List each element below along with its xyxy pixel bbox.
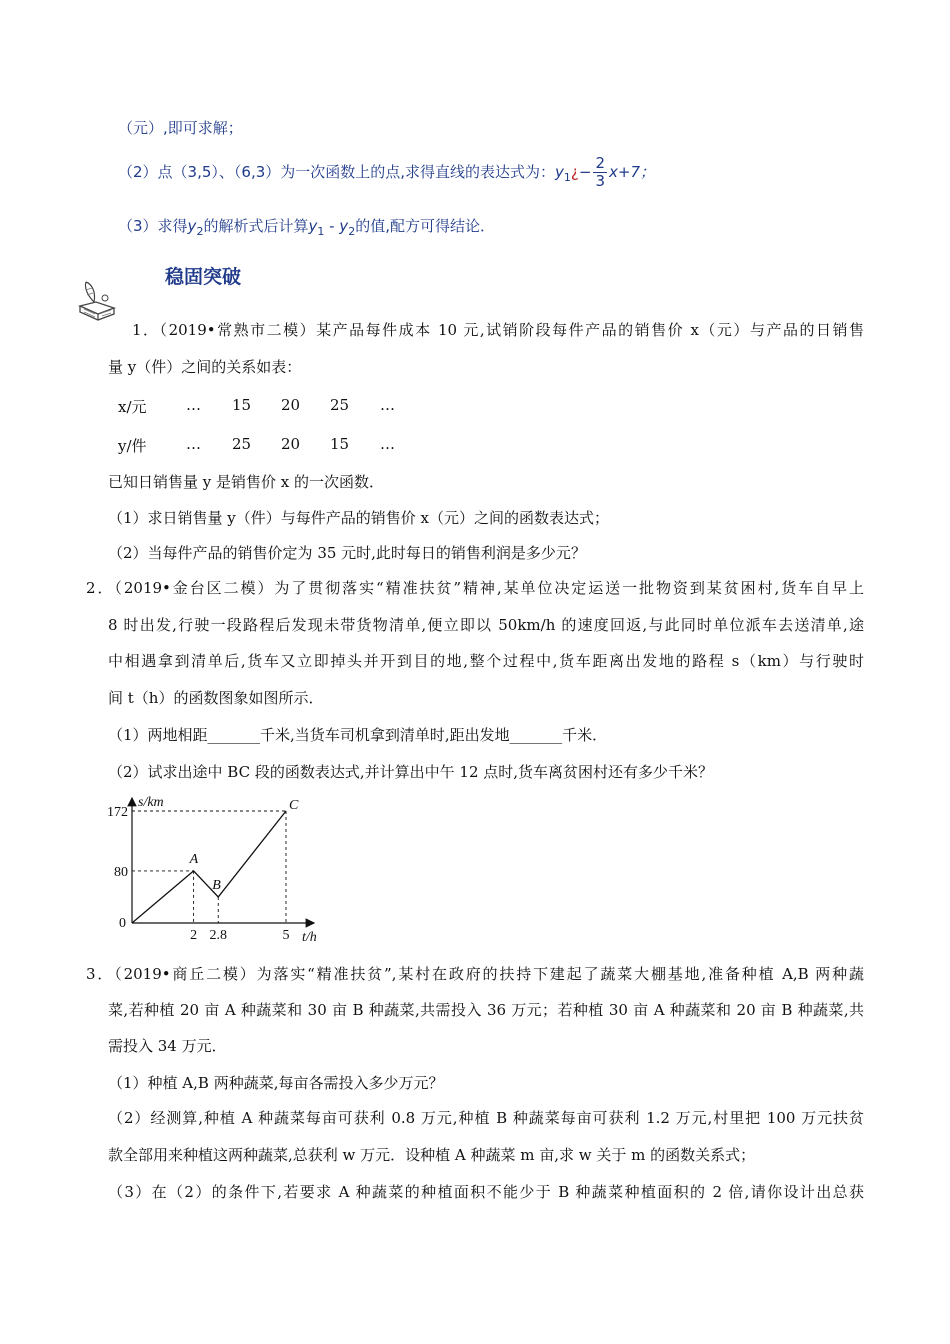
table-cell: …	[186, 435, 201, 453]
intro-y2-sub: 2	[196, 225, 204, 238]
q1-line-3: 已知日销售量 y 是销售价 x 的一次函数．	[108, 473, 385, 491]
q2-sub-2: （2）试求出途中 BC 段的函数表达式,并计算出中午 12 点时,货车离贫困村还有多少千米？	[108, 763, 714, 781]
dashed-guides	[132, 811, 286, 923]
intro-line-2-text: （2）点（3,5）、（6,3）为一次函数上的点,求得直线的表达式为：	[118, 163, 556, 181]
distance-time-chart	[96, 790, 336, 948]
intro-glitch-char: ¿	[570, 163, 579, 181]
q2-line-4: 间 t（h）的函数图象如图所示．	[108, 689, 324, 707]
intro-fraction	[593, 155, 607, 190]
intro-y1b: y	[308, 217, 318, 235]
q2-line-2: 8 时出发,行驶一段路程后发现未带货物清单,便立即以 50km/h 的速度回返,与此同时单位派车去送清单,途	[108, 616, 864, 634]
table-cell: 20	[281, 396, 301, 414]
intro-line-3-a: （3）求得	[118, 217, 188, 235]
series-line	[132, 811, 286, 923]
y-axis-label: s/km	[138, 795, 164, 810]
intro-y2b: y	[339, 217, 349, 235]
intro-fraction-den: 3	[595, 172, 606, 190]
intro-y2: y	[187, 217, 197, 235]
q3-sub-2b: 款全部用来种植这两种蔬菜,总获利 w 万元．设种植 A 种蔬菜 m 亩,求 w 关于 m 的函数关系式；	[108, 1146, 756, 1164]
q3-sub-3: （3）在（2）的条件下,若要求 A 种蔬菜的种植面积不能少于 B 种蔬菜种植面积的 2 倍,请你设计出总获	[108, 1183, 864, 1201]
table-cell: 25	[232, 435, 252, 453]
table-cell: 20	[281, 435, 301, 453]
intro-line-3	[118, 216, 495, 242]
table-cell: …	[380, 396, 395, 414]
q3-line-2: 菜,若种植 20 亩 A 种蔬菜和 30 亩 B 种蔬菜,共需投入 36 万元；若种植 30 亩 A 种蔬菜和 20 亩 B 种蔬菜,共	[108, 1001, 864, 1019]
y-tick-label: 80	[114, 864, 128, 880]
table-cell: …	[186, 396, 201, 414]
intro-minus: −	[578, 163, 592, 181]
table-cell: 25	[330, 396, 350, 414]
intro-line-1: （元）,即可求解；	[118, 119, 243, 137]
q2-line-3: 中相遇拿到清单后,货车又立即掉头并开到目的地,整个过程中,货车距离出发地的路程 s（km）与行驶时	[108, 652, 864, 670]
intro-line-3-c: -	[324, 217, 340, 235]
q1-line-1: 1．（2019•常熟市二模）某产品每件成本 10 元,试销阶段每件产品的销售价 x（元）与产品的日销售	[132, 321, 864, 339]
point-label-a: A	[189, 851, 199, 867]
intro-line-3-b: 的解析式后计算	[203, 217, 309, 235]
intro-y1b-sub: 1	[317, 225, 325, 238]
q3-sub-1: （1）种植 A,B 两种蔬菜,每亩各需投入多少万元？	[108, 1074, 444, 1092]
x-tick-label: 2	[190, 928, 198, 943]
intro-fraction-num: 2	[595, 154, 606, 172]
q1-sub-1: （1）求日销售量 y（件）与每件产品的销售价 x（元）之间的函数表达式；	[108, 509, 610, 527]
origin-label: 0	[119, 916, 126, 931]
section-heading: 稳固突破	[165, 266, 242, 288]
intro-y1: y	[555, 163, 564, 181]
book-quill-icon	[76, 278, 118, 324]
point-label-c: C	[289, 798, 299, 813]
table-cell: 15	[330, 435, 350, 453]
x-tick-label: 2.8	[209, 928, 227, 943]
x-axis-label: t/h	[302, 930, 317, 945]
q1-line-2: 量 y（件）之间的关系如表：	[108, 358, 302, 376]
q2-sub-1: （1）两地相距_______千米,当货车司机拿到清单时,距出发地_______千米．	[108, 726, 608, 744]
intro-y1-sub: 1	[563, 171, 571, 184]
q2-line-1: 2．（2019•金台区二模）为了贯彻落实“精准扶贫”精神,某单位决定运送一批物资到某贫困村,货车自早上	[86, 579, 864, 597]
intro-y2b-sub: 2	[348, 225, 356, 238]
point-label-b: B	[212, 877, 221, 893]
q3-line-1: 3．（2019•商丘二模）为落实“精准扶贫”,某村在政府的扶持下建起了蔬菜大棚基地,准备种植 A,B 两种蔬	[86, 965, 864, 983]
table-cell: …	[380, 435, 395, 453]
intro-line-3-d: 的值,配方可得结论．	[355, 217, 495, 235]
table-cell: 15	[232, 396, 252, 414]
x-tick-label: 5	[282, 928, 290, 943]
q3-sub-2a: （2）经测算,种植 A 种蔬菜每亩可获利 0.8 万元,种植 B 种蔬菜每亩可获利 1.2 万元,村里把 100 万元扶贫	[108, 1109, 864, 1127]
q3-line-3: 需投入 34 万元．	[108, 1037, 227, 1055]
q1-sub-2: （2）当每件产品的销售价定为 35 元时,此时每日的销售利润是多少元？	[108, 544, 586, 562]
intro-line-2-suffix: x+7；	[609, 163, 656, 181]
table-cell: y/件	[118, 437, 147, 455]
intro-line-2	[118, 152, 655, 192]
table-cell: x/元	[118, 398, 147, 416]
y-tick-label: 172	[107, 805, 128, 820]
